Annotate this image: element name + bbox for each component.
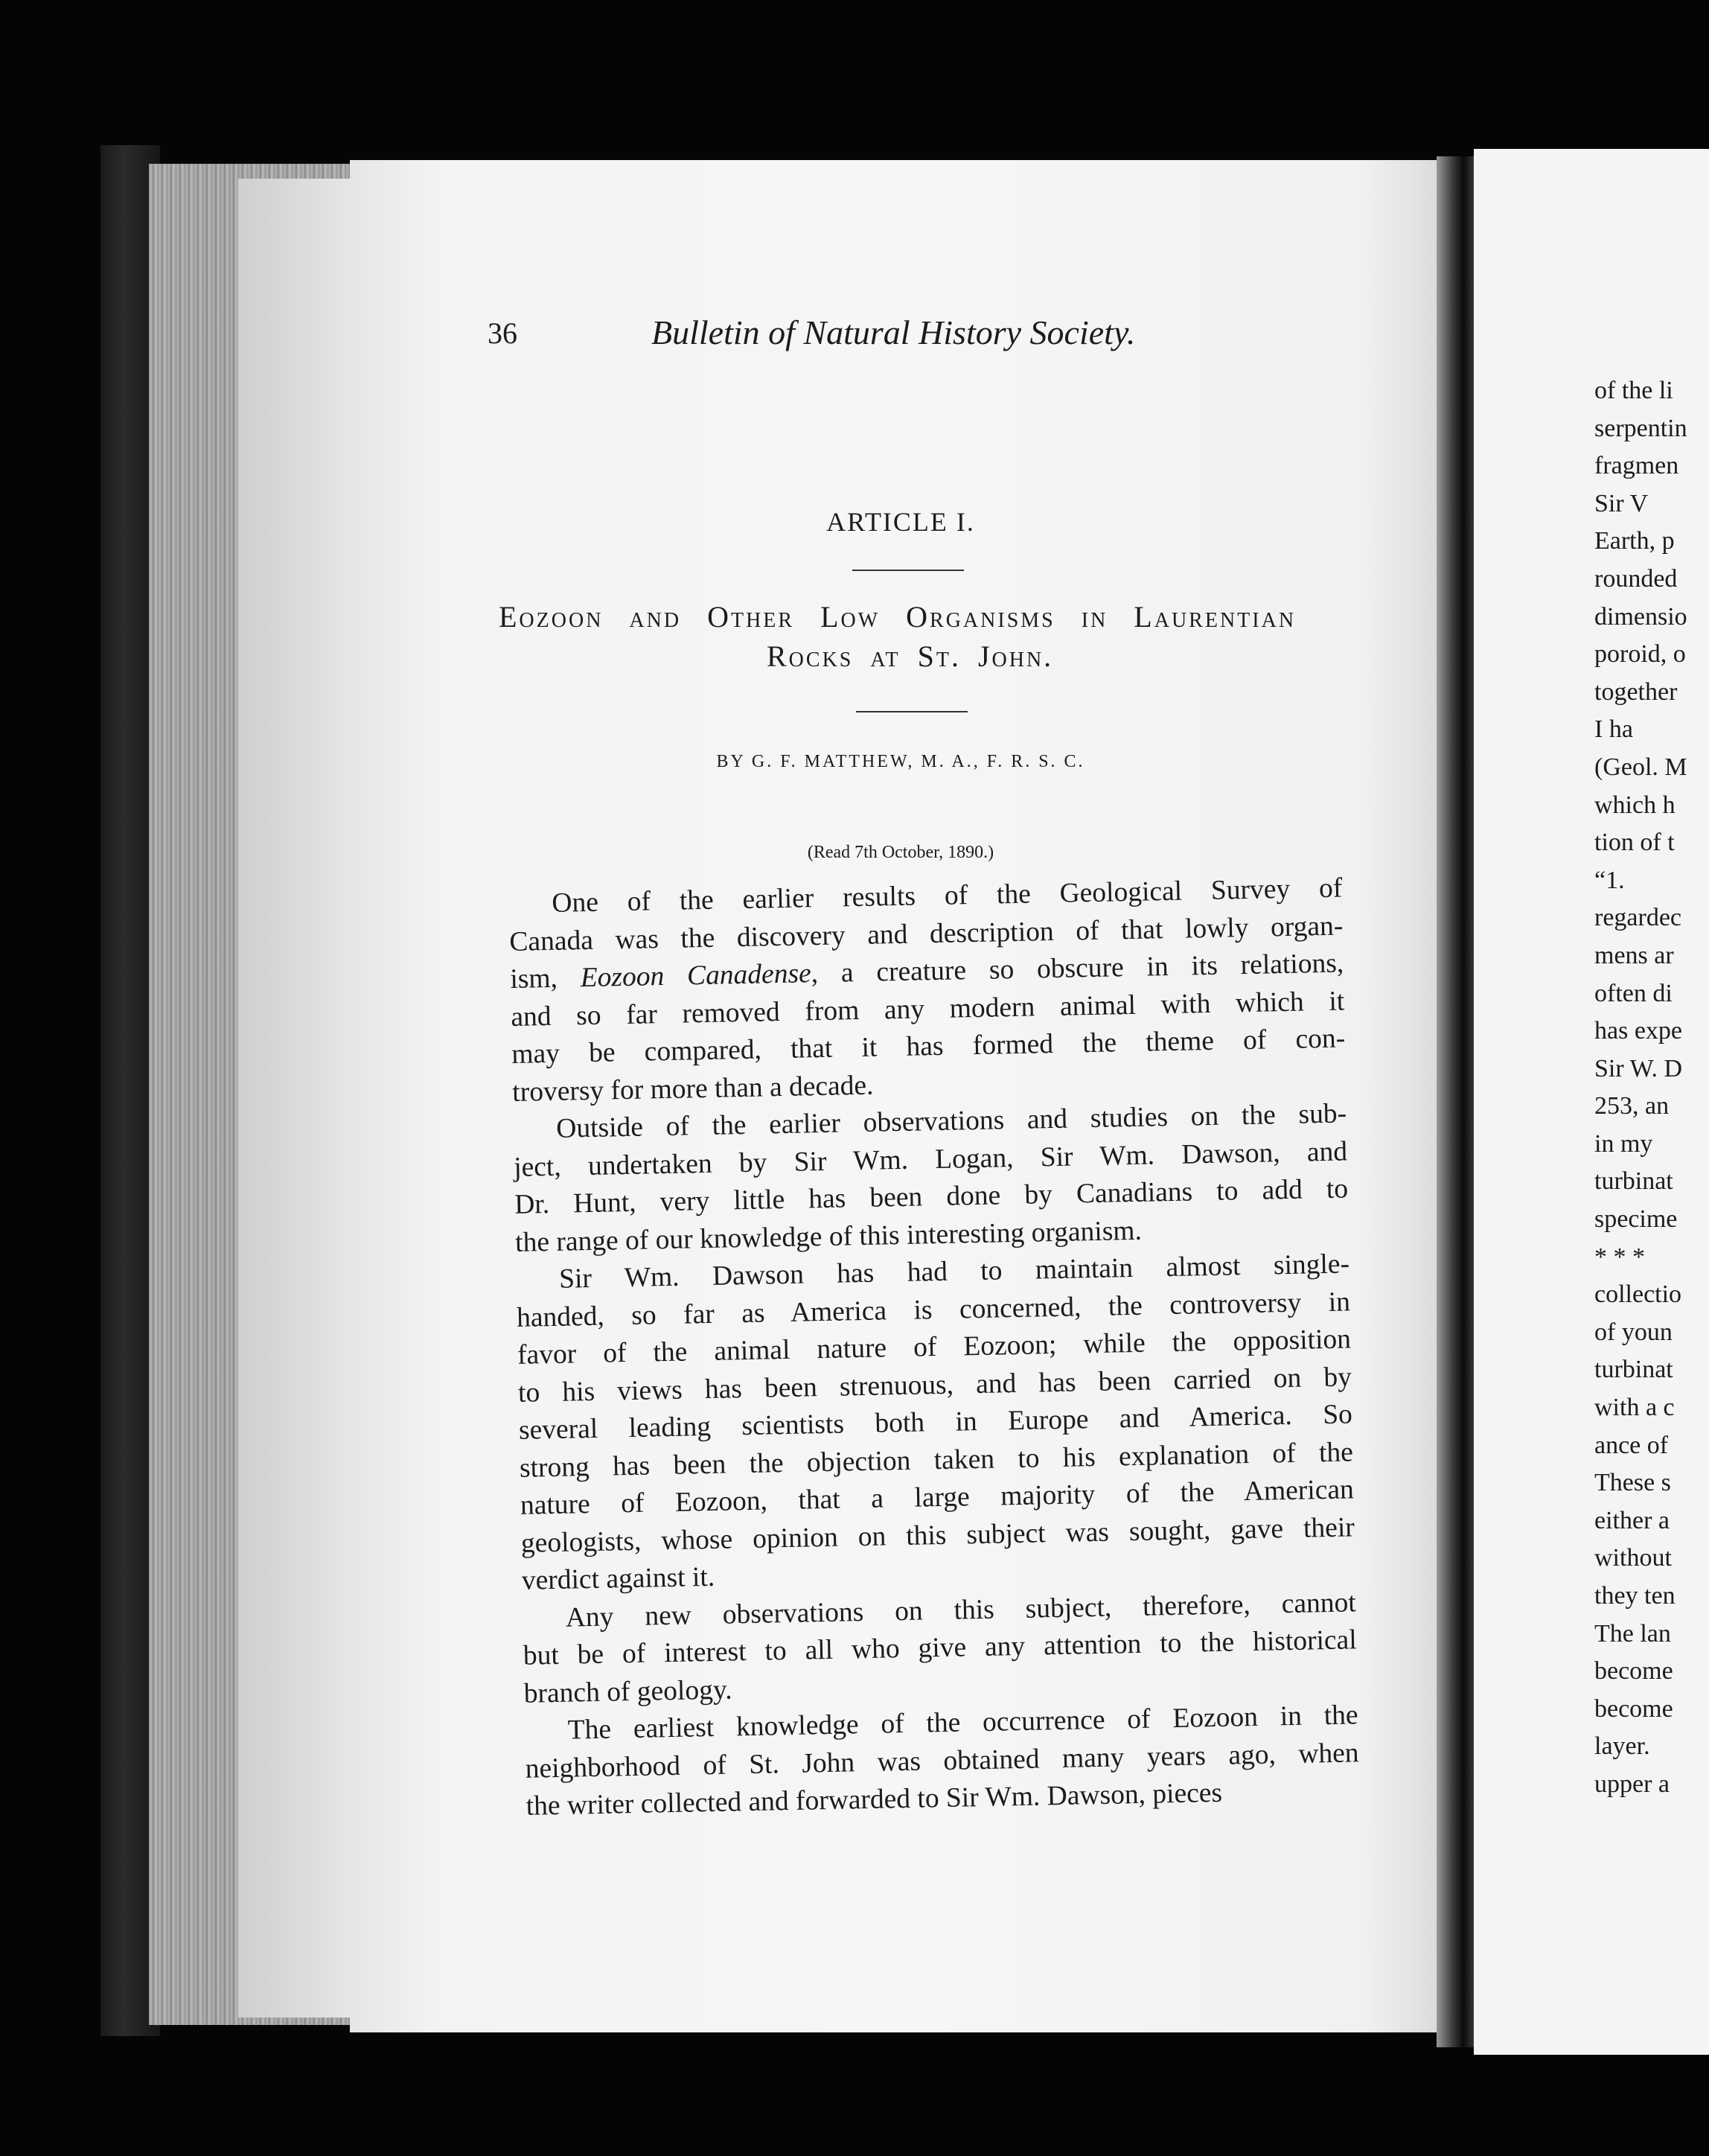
text-line: several leading scientists both in Europe and America. So <box>518 1399 1353 1446</box>
text-line: Sir Wm. Dawson has had to maintain almost single- <box>558 1248 1350 1295</box>
divider-rule <box>856 711 968 712</box>
right-page-line: together <box>1594 677 1678 706</box>
right-page-line: which h <box>1594 791 1676 819</box>
page-number: 36 <box>488 316 517 350</box>
right-page-line: in my <box>1594 1129 1653 1158</box>
page-stack-inner <box>238 179 365 2018</box>
text-line: One of the earlier results of the Geological Survey of <box>552 873 1343 919</box>
right-page-line: Sir V <box>1594 489 1649 517</box>
right-page-line: often di <box>1594 979 1673 1007</box>
right-page-line: 253, an <box>1594 1092 1670 1120</box>
right-page-line: (Geol. M <box>1594 753 1687 781</box>
text-line: nature of Eozoon, that a large majority of the American <box>520 1474 1355 1521</box>
text-line: Outside of the earlier observations and studies on the sub- <box>555 1098 1347 1144</box>
right-page-line: The lan <box>1594 1619 1671 1648</box>
article-title-line-1: Eozoon and Other Low Organisms in Laurentian <box>499 600 1297 634</box>
right-page-line: mens ar <box>1594 941 1674 969</box>
right-page-line: either a <box>1594 1506 1670 1534</box>
right-page-line: rounded <box>1594 564 1678 593</box>
text-line: geologists, whose opinion on this subject was sought, gave their <box>520 1511 1355 1559</box>
right-page-line: turbinat <box>1594 1356 1673 1384</box>
running-title: Bulletin of Natural History Society. <box>651 313 1136 351</box>
text-line: Any new observations on this subject, therefore, cannot <box>565 1586 1357 1633</box>
right-page-line: “1. <box>1594 866 1625 894</box>
text-line: the range of our knowledge of this interesting organism. <box>514 1215 1143 1258</box>
right-page-line: Sir W. D <box>1594 1054 1683 1082</box>
read-date: (Read 7th October, 1890.) <box>807 843 994 862</box>
right-page-line: These s <box>1594 1469 1671 1497</box>
article-title-line-2: Rocks at St. John. <box>767 640 1054 673</box>
text-line: to his views has been strenuous, and has been carried on by <box>517 1361 1352 1409</box>
paragraph <box>524 1697 1360 1825</box>
text-line: may be compared, that it has formed the theme of con- <box>511 1023 1346 1070</box>
right-page-line: layer. <box>1594 1732 1650 1761</box>
right-page-line: of the li <box>1594 377 1673 404</box>
right-page-line: * * * <box>1594 1243 1645 1271</box>
right-page-line: with a c <box>1594 1394 1675 1422</box>
article-label: ARTICLE I. <box>826 507 975 537</box>
text-line: troversy for more than a decade. <box>511 1070 874 1108</box>
text-line: Canada was the discovery and description of that lowly organ- <box>509 910 1344 957</box>
right-page-line: I ha <box>1594 715 1633 744</box>
text-line: strong has been the objection taken to his explanation of the <box>519 1436 1354 1484</box>
right-page-line: dimensio <box>1594 602 1687 631</box>
text-line: ism, Eozoon Canadense, a creature so obscure in its relations, <box>510 948 1344 995</box>
text-line: Dr. Hunt, very little has been done by Canadians to add to <box>514 1173 1349 1220</box>
right-page-line: of youn <box>1594 1318 1673 1346</box>
paragraph <box>516 1246 1356 1600</box>
paragraph <box>522 1584 1358 1713</box>
right-page-line: Earth, p <box>1594 527 1675 555</box>
right-page-line: serpentin <box>1594 414 1687 442</box>
text-line: the writer collected and forwarded to Sir Wm. Dawson, pieces <box>526 1777 1223 1822</box>
text-line: branch of geology. <box>523 1674 732 1709</box>
right-page-line: become <box>1594 1657 1673 1685</box>
right-page-text <box>1594 372 1709 1804</box>
text-line: favor of the animal nature of Eozoon; while the opposition <box>517 1324 1352 1371</box>
right-page-line: ance of <box>1594 1431 1669 1459</box>
paragraph <box>508 870 1347 1111</box>
book-gutter <box>1437 156 1478 2047</box>
right-page-line: they ten <box>1594 1582 1676 1610</box>
right-page-line: without <box>1594 1544 1672 1572</box>
text-line: handed, so far as America is concerned, the controversy in <box>516 1286 1351 1333</box>
right-page-line: poroid, o <box>1594 640 1686 669</box>
right-page-line: collectio <box>1594 1280 1682 1309</box>
right-page-line: tion of t <box>1594 829 1675 857</box>
right-page-line: turbinat <box>1594 1167 1673 1196</box>
text-line: verdict against it. <box>521 1561 715 1596</box>
paragraph <box>513 1095 1349 1261</box>
article-body <box>508 870 1360 1825</box>
text-line: but be of interest to all who give any attention to the historical <box>523 1624 1358 1671</box>
right-page-line: become <box>1594 1694 1673 1723</box>
author-byline: BY G. F. MATTHEW, M. A., F. R. S. C. <box>716 752 1085 771</box>
right-page-line: regardec <box>1594 904 1682 932</box>
right-page-line: fragmen <box>1594 452 1679 480</box>
text-line: and so far removed from any modern animal with which it <box>510 985 1345 1033</box>
text-line: The earliest knowledge of the occurrence of Eozoon in the <box>567 1700 1358 1746</box>
running-head <box>488 313 1172 357</box>
right-page-line: upper a <box>1594 1770 1670 1798</box>
text-line: ject, undertaken by Sir Wm. Logan, Sir Wm. Dawson, and <box>513 1135 1348 1183</box>
text-line: neighborhood of St. John was obtained many years ago, when <box>525 1737 1359 1785</box>
divider-rule <box>852 570 964 571</box>
right-page-line: specime <box>1594 1205 1678 1234</box>
right-page-line: has expe <box>1594 1017 1683 1045</box>
